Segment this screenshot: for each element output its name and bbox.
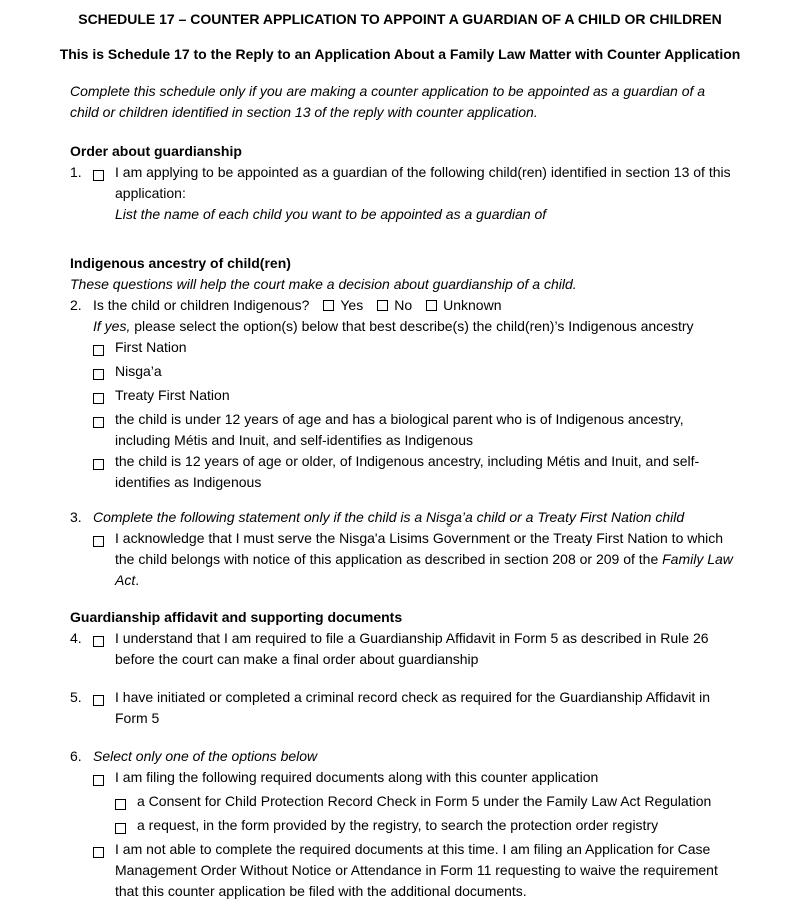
option-no-label: No xyxy=(394,297,413,313)
sub-option-consent-record-check xyxy=(115,791,736,815)
checkbox-12-or-older[interactable] xyxy=(93,459,104,470)
heading-indigenous-ancestry: Indigenous ancestry of child(ren) xyxy=(70,255,291,271)
heading-order-about-guardianship: Order about guardianship xyxy=(70,143,242,159)
item-2 xyxy=(70,295,736,493)
item-3-statement-act: Family Law Act xyxy=(115,551,733,588)
sub-option-search-protection-registry xyxy=(115,815,736,839)
item-4 xyxy=(70,628,736,670)
choice-first-nation-label: First Nation xyxy=(115,339,187,355)
item-3-statement xyxy=(115,528,736,591)
item-1-number: 1. xyxy=(70,164,82,180)
item-6 xyxy=(70,746,736,902)
if-yes-rest: please select the option(s) below that best describe(s) the child(ren)’s Indigenous ancestry xyxy=(130,318,694,334)
option-yes-label: Yes xyxy=(340,297,364,313)
choice-nisgaa xyxy=(93,361,736,385)
item-4-number: 4. xyxy=(70,630,82,646)
item-5 xyxy=(70,687,736,729)
choice-treaty-first-nation xyxy=(93,385,736,409)
sub-option-consent-record-check-label: a Consent for Child Protection Record Check in Form 5 under the Family Law Act Regulation xyxy=(137,793,712,809)
checkbox-first-nation[interactable] xyxy=(93,345,104,356)
option-yes xyxy=(323,297,363,313)
sub-option-search-protection-registry-label: a request, in the form provided by the registry, to search the protection order registry xyxy=(137,817,659,833)
checkbox-search-protection-registry[interactable] xyxy=(115,823,126,834)
checkbox-not-able-to-complete[interactable] xyxy=(93,847,104,858)
choice-treaty-first-nation-label: Treaty First Nation xyxy=(115,387,230,403)
checkbox-acknowledge-service[interactable] xyxy=(93,536,104,547)
checkbox-unknown[interactable] xyxy=(426,300,437,311)
item-5-text: I have initiated or completed a criminal record check as required for the Guardianship Affidavit in Form 5 xyxy=(115,689,711,726)
option-unknown-label: Unknown xyxy=(443,297,502,313)
checkbox-consent-record-check[interactable] xyxy=(115,799,126,810)
item-1-text: I am applying to be appointed as a guardian of the following child(ren) identified in section 13 of this application: xyxy=(115,164,731,201)
item-4-text: I understand that I am required to file a Guardianship Affidavit in Form 5 as described in Rule 26 before the court can make a final order about guardianship xyxy=(115,630,709,667)
item-2-number: 2. xyxy=(70,297,82,313)
option-filing-documents-label: I am filing the following required documents along with this counter application xyxy=(115,769,599,785)
item-3-statement-end: . xyxy=(135,572,140,588)
item-6-instruction: Select only one of the options below xyxy=(93,748,318,764)
choice-12-or-older-label: the child is 12 years of age or older, of Indigenous ancestry, including Métis and Inuit, and self-identifies as Indigenous xyxy=(115,453,700,490)
choice-first-nation xyxy=(93,337,736,361)
item-3 xyxy=(70,507,736,591)
option-filing-documents xyxy=(93,767,736,791)
item-3-number: 3. xyxy=(70,509,82,525)
item-5-number: 5. xyxy=(70,689,82,705)
choice-12-or-older xyxy=(93,451,736,493)
option-not-able-label: I am not able to complete the required documents at this time. I am filing an Application for Case Management Order Without Notice or Attendance in Form 11 requesting to waive the requirement that this counter application be filed with the additional documents. xyxy=(115,841,718,899)
heading-affidavit-documents: Guardianship affidavit and supporting documents xyxy=(70,609,403,625)
checkbox-no[interactable] xyxy=(377,300,388,311)
checkbox-treaty-first-nation[interactable] xyxy=(93,393,104,404)
choice-nisgaa-label: Nisga’a xyxy=(115,363,162,379)
form-title: SCHEDULE 17 – COUNTER APPLICATION TO APPOINT A GUARDIAN OF A CHILD OR CHILDREN xyxy=(78,11,722,27)
item-2-question-row xyxy=(93,295,736,316)
checkbox-filing-documents[interactable] xyxy=(93,775,104,786)
option-unknown xyxy=(426,297,501,313)
item-1 xyxy=(70,162,736,225)
item-3-statement-main: I acknowledge that I must serve the Nisga'a Lisims Government or the Treaty First Nation to which the child belongs with notice of this application as described in section 208 or 209 of the xyxy=(115,530,724,567)
choice-under-12-label: the child is under 12 years of age and has a biological parent who is of Indigenous ancestry, including Métis and Inuit, and self-identifies as Indigenous xyxy=(115,411,684,448)
checkbox-under-12[interactable] xyxy=(93,417,104,428)
item-1-hint: List the name of each child you want to be appointed as a guardian of xyxy=(115,206,547,222)
option-not-able xyxy=(93,839,736,902)
indigenous-note: These questions will help the court make a decision about guardianship of a child. xyxy=(70,276,577,292)
checkbox-yes[interactable] xyxy=(323,300,334,311)
if-yes-line xyxy=(93,316,736,337)
intro-note: Complete this schedule only if you are making a counter application to be appointed as a guardian of a child or children identified in section 13 of the reply with counter application. xyxy=(70,83,706,120)
item-2-question: Is the child or children Indigenous? xyxy=(93,297,310,313)
item-6-number: 6. xyxy=(70,748,82,764)
if-yes-prefix: If yes, xyxy=(93,318,131,334)
checkbox-item1-applying-guardian[interactable] xyxy=(93,170,104,181)
item-3-instruction: Complete the following statement only if the child is a Nisg̱a’a child or a Treaty First Nation child xyxy=(93,509,685,525)
checkbox-criminal-record-check[interactable] xyxy=(93,695,104,706)
checkbox-nisgaa[interactable] xyxy=(93,369,104,380)
form-subtitle: This is Schedule 17 to the Reply to an Application About a Family Law Matter with Counter Application xyxy=(59,46,741,62)
option-no xyxy=(377,297,412,313)
choice-under-12 xyxy=(93,409,736,451)
item-3-statement-row xyxy=(93,528,736,591)
checkbox-guardianship-affidavit[interactable] xyxy=(93,636,104,647)
